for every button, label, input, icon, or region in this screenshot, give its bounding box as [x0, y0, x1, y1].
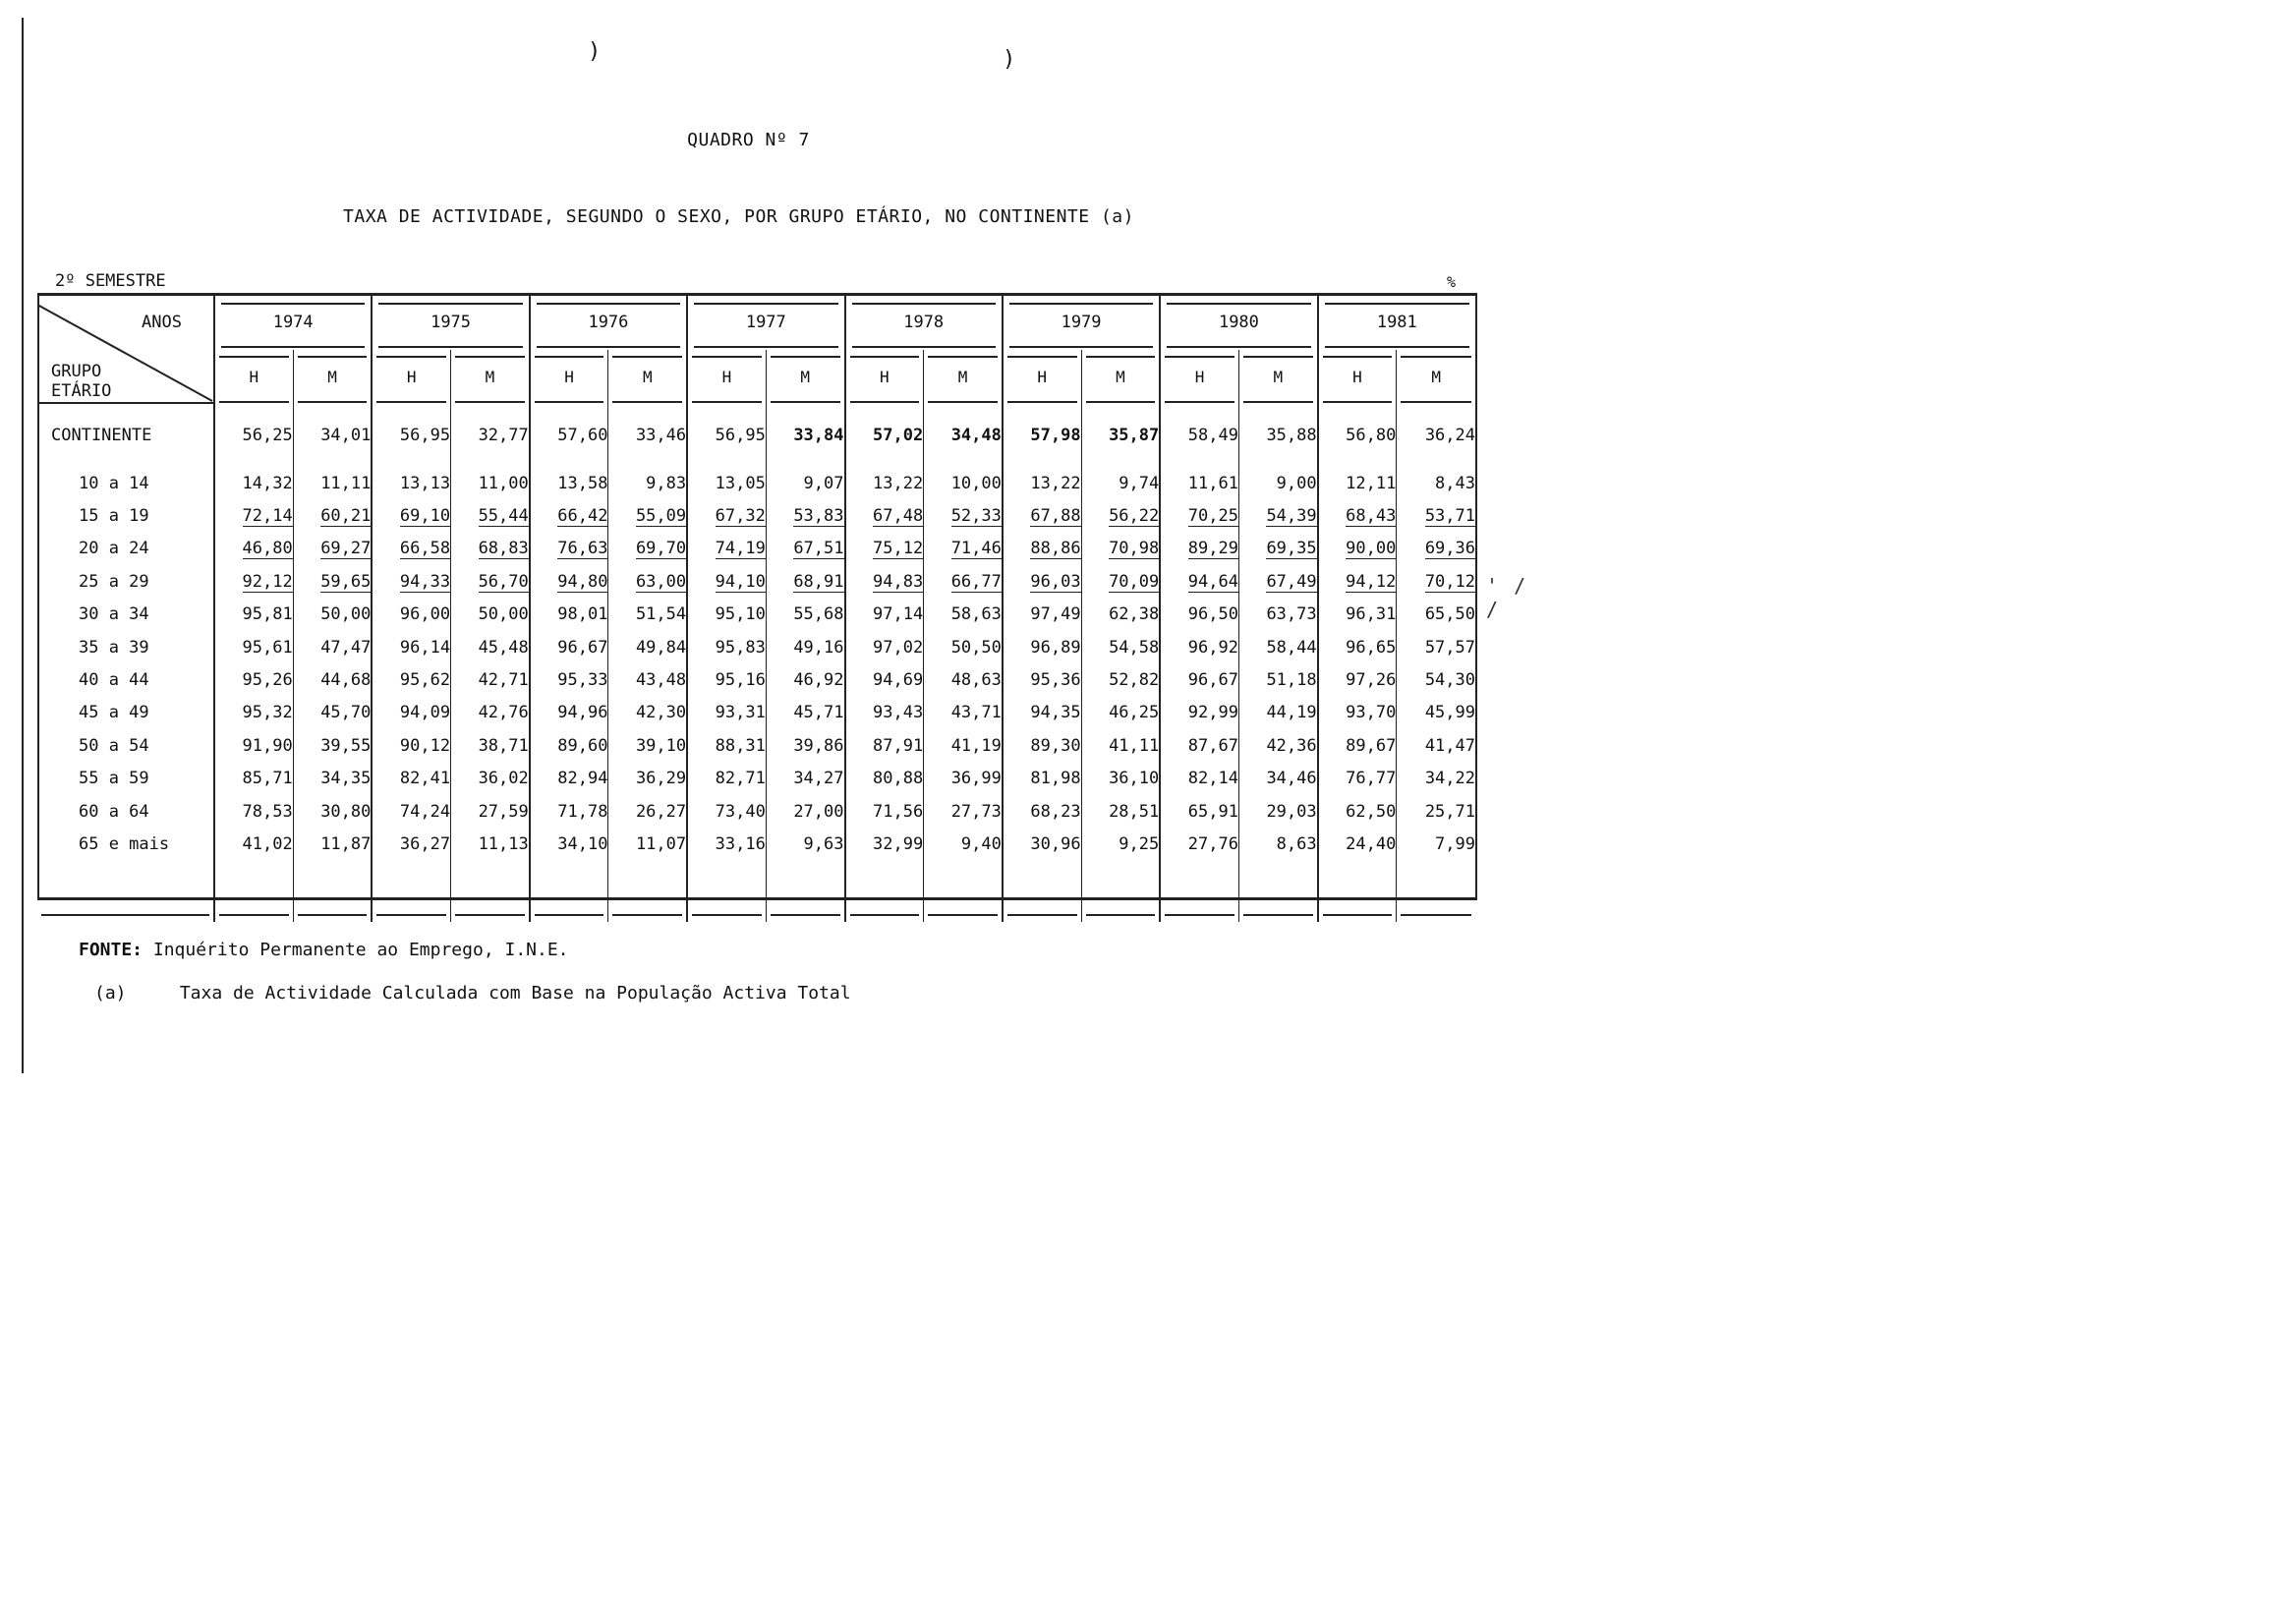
- rate-cell: 9,07: [766, 467, 844, 499]
- rate-cell: 89,29: [1160, 533, 1238, 565]
- rate-cell: 27,00: [766, 795, 844, 828]
- rate-cell: 96,89: [1003, 631, 1081, 663]
- rate-cell: 59,65: [293, 565, 372, 598]
- rate-cell: 52,82: [1081, 663, 1160, 696]
- rate-cell: 93,70: [1318, 697, 1397, 729]
- sex-header-h: H: [530, 350, 608, 403]
- rate-cell: 70,09: [1081, 565, 1160, 598]
- rate-cell: 96,50: [1160, 599, 1238, 631]
- rate-cell: 76,77: [1318, 763, 1397, 795]
- scan-mark: ): [1003, 47, 1016, 72]
- age-group-label: 45 a 49: [79, 703, 149, 723]
- rate-cell: 91,90: [214, 729, 293, 762]
- year-header-1979: 1979: [1003, 293, 1160, 350]
- rate-cell: 57,98: [1003, 403, 1081, 467]
- year-header-1976: 1976: [530, 293, 687, 350]
- rate-cell: 50,50: [924, 631, 1003, 663]
- table-footer-rule: [37, 861, 1475, 922]
- age-group-label: CONTINENTE: [51, 426, 152, 445]
- sex-header-h: H: [372, 350, 450, 403]
- rate-cell: 97,26: [1318, 663, 1397, 696]
- rate-cell: 63,73: [1238, 599, 1317, 631]
- source-note: [79, 940, 569, 960]
- rate-cell: 39,55: [293, 729, 372, 762]
- rate-cell: 87,67: [1160, 729, 1238, 762]
- sex-header-h: H: [1160, 350, 1238, 403]
- rate-cell: 36,02: [451, 763, 530, 795]
- rate-cell: 94,69: [845, 663, 924, 696]
- rate-cell: 41,02: [214, 828, 293, 860]
- rate-cell: 67,49: [1238, 565, 1317, 598]
- rate-cell: 56,22: [1081, 499, 1160, 532]
- table-corner-header: [37, 293, 214, 403]
- rate-cell: 24,40: [1318, 828, 1397, 860]
- rate-cell: 65,91: [1160, 795, 1238, 828]
- rate-cell: 72,14: [214, 499, 293, 532]
- rate-cell: 34,27: [766, 763, 844, 795]
- rate-cell: 67,32: [687, 499, 766, 532]
- table-row: [37, 697, 1475, 729]
- year-header-1980: 1980: [1160, 293, 1317, 350]
- year-header-1974: 1974: [214, 293, 372, 350]
- sex-header-m: M: [924, 350, 1003, 403]
- rate-cell: 93,43: [845, 697, 924, 729]
- rate-cell: 58,44: [1238, 631, 1317, 663]
- sex-header-m: M: [1238, 350, 1317, 403]
- table-row: [37, 499, 1475, 532]
- rate-cell: 45,48: [451, 631, 530, 663]
- age-group-label: 60 a 64: [79, 801, 149, 822]
- rate-cell: 80,88: [845, 763, 924, 795]
- rate-cell: 9,00: [1238, 467, 1317, 499]
- rate-cell: 44,68: [293, 663, 372, 696]
- table-row: [37, 533, 1475, 565]
- rate-cell: 54,58: [1081, 631, 1160, 663]
- rate-cell: 43,71: [924, 697, 1003, 729]
- rate-cell: 68,91: [766, 565, 844, 598]
- rate-cell: 42,71: [451, 663, 530, 696]
- rate-cell: 94,96: [530, 697, 608, 729]
- rate-cell: 88,31: [687, 729, 766, 762]
- rate-cell: 94,80: [530, 565, 608, 598]
- rate-cell: 46,92: [766, 663, 844, 696]
- rate-cell: 58,63: [924, 599, 1003, 631]
- rate-cell: 8,63: [1238, 828, 1317, 860]
- rate-cell: 28,51: [1081, 795, 1160, 828]
- rate-cell: 95,83: [687, 631, 766, 663]
- rate-cell: 35,87: [1081, 403, 1160, 467]
- rate-cell: 9,25: [1081, 828, 1160, 860]
- rate-cell: 65,50: [1397, 599, 1475, 631]
- rate-cell: 96,03: [1003, 565, 1081, 598]
- sex-header-h: H: [845, 350, 924, 403]
- rate-cell: 68,23: [1003, 795, 1081, 828]
- age-group-label: 10 a 14: [79, 473, 149, 493]
- rate-cell: 34,10: [530, 828, 608, 860]
- rate-cell: 52,33: [924, 499, 1003, 532]
- rate-cell: 13,22: [845, 467, 924, 499]
- rate-cell: 13,58: [530, 467, 608, 499]
- rate-cell: 42,30: [608, 697, 687, 729]
- rate-cell: 82,94: [530, 763, 608, 795]
- rate-cell: 47,47: [293, 631, 372, 663]
- rate-cell: 41,47: [1397, 729, 1475, 762]
- rate-cell: 11,13: [451, 828, 530, 860]
- table-row: [37, 565, 1475, 598]
- sex-header-h: H: [1003, 350, 1081, 403]
- rate-cell: 95,33: [530, 663, 608, 696]
- age-group-label: 50 a 54: [79, 735, 149, 756]
- rate-cell: 32,99: [845, 828, 924, 860]
- rate-cell: 53,71: [1397, 499, 1475, 532]
- rate-cell: 94,33: [372, 565, 450, 598]
- table-row: [37, 403, 1475, 467]
- rate-cell: 36,27: [372, 828, 450, 860]
- rate-cell: 96,67: [530, 631, 608, 663]
- age-group-label: 20 a 24: [79, 539, 149, 559]
- rate-cell: 96,31: [1318, 599, 1397, 631]
- rate-cell: 51,18: [1238, 663, 1317, 696]
- rate-cell: 8,43: [1397, 467, 1475, 499]
- rate-cell: 68,43: [1318, 499, 1397, 532]
- sex-header-h: H: [1318, 350, 1397, 403]
- rate-cell: 69,10: [372, 499, 450, 532]
- rate-cell: 13,13: [372, 467, 450, 499]
- rate-cell: 89,67: [1318, 729, 1397, 762]
- rate-cell: 39,86: [766, 729, 844, 762]
- footnote-mark: (a): [94, 983, 127, 1003]
- scan-mark: ): [588, 39, 602, 64]
- rate-cell: 81,98: [1003, 763, 1081, 795]
- rate-cell: 67,51: [766, 533, 844, 565]
- age-group-label: 65 e mais: [79, 833, 170, 854]
- rate-cell: 36,10: [1081, 763, 1160, 795]
- rate-cell: 9,63: [766, 828, 844, 860]
- rate-cell: 36,99: [924, 763, 1003, 795]
- rate-cell: 56,95: [372, 403, 450, 467]
- rate-cell: 34,01: [293, 403, 372, 467]
- rate-cell: 45,70: [293, 697, 372, 729]
- age-group-label: 40 a 44: [79, 670, 149, 691]
- left-margin-rule: [22, 18, 24, 1073]
- year-header-1978: 1978: [845, 293, 1003, 350]
- rate-cell: 30,96: [1003, 828, 1081, 860]
- rate-cell: 97,49: [1003, 599, 1081, 631]
- table-row: [37, 828, 1475, 860]
- rate-cell: 71,56: [845, 795, 924, 828]
- rate-cell: 89,30: [1003, 729, 1081, 762]
- rate-cell: 27,76: [1160, 828, 1238, 860]
- rate-cell: 56,25: [214, 403, 293, 467]
- rate-cell: 89,60: [530, 729, 608, 762]
- rate-cell: 30,80: [293, 795, 372, 828]
- rate-cell: 96,92: [1160, 631, 1238, 663]
- rate-cell: 46,25: [1081, 697, 1160, 729]
- rate-cell: 60,21: [293, 499, 372, 532]
- rate-cell: 55,09: [608, 499, 687, 532]
- table-row: [37, 631, 1475, 663]
- rate-cell: 42,36: [1238, 729, 1317, 762]
- rate-cell: 66,77: [924, 565, 1003, 598]
- rate-cell: 54,30: [1397, 663, 1475, 696]
- rate-cell: 71,78: [530, 795, 608, 828]
- rate-cell: 58,49: [1160, 403, 1238, 467]
- rate-cell: 90,12: [372, 729, 450, 762]
- rate-cell: 11,00: [451, 467, 530, 499]
- rate-cell: 70,98: [1081, 533, 1160, 565]
- rate-cell: 68,83: [451, 533, 530, 565]
- rate-cell: 70,12: [1397, 565, 1475, 598]
- rate-cell: 55,68: [766, 599, 844, 631]
- table-row: [37, 795, 1475, 828]
- age-group-label: 30 a 34: [79, 604, 149, 625]
- rate-cell: 71,46: [924, 533, 1003, 565]
- rate-cell: 27,59: [451, 795, 530, 828]
- sex-header-h: H: [214, 350, 293, 403]
- rate-cell: 34,48: [924, 403, 1003, 467]
- scan-mark: ' / /: [1486, 574, 1528, 621]
- rate-cell: 33,84: [766, 403, 844, 467]
- source-text: Inquérito Permanente ao Emprego, I.N.E.: [152, 940, 569, 960]
- sex-header-m: M: [1081, 350, 1160, 403]
- rate-cell: 95,81: [214, 599, 293, 631]
- rate-cell: 35,88: [1238, 403, 1317, 467]
- sex-header-m: M: [451, 350, 530, 403]
- sex-header-m: M: [293, 350, 372, 403]
- rate-cell: 50,00: [293, 599, 372, 631]
- rate-cell: 92,99: [1160, 697, 1238, 729]
- rate-cell: 33,46: [608, 403, 687, 467]
- rate-cell: 10,00: [924, 467, 1003, 499]
- rate-cell: 45,71: [766, 697, 844, 729]
- table-title: TAXA DE ACTIVIDADE, SEGUNDO O SEXO, POR GRUPO ETÁRIO, NO CONTINENTE (a): [343, 206, 1134, 227]
- rate-cell: 46,80: [214, 533, 293, 565]
- rate-cell: 63,00: [608, 565, 687, 598]
- age-group-label: 25 a 29: [79, 571, 149, 592]
- rate-cell: 11,07: [608, 828, 687, 860]
- footnote-a: [94, 983, 851, 1003]
- rate-cell: 9,83: [608, 467, 687, 499]
- table-row: [37, 729, 1475, 762]
- rate-cell: 92,12: [214, 565, 293, 598]
- table-row: [37, 663, 1475, 696]
- rate-cell: 67,88: [1003, 499, 1081, 532]
- rate-cell: 57,60: [530, 403, 608, 467]
- rate-cell: 36,29: [608, 763, 687, 795]
- rate-cell: 87,91: [845, 729, 924, 762]
- rate-cell: 95,10: [687, 599, 766, 631]
- rate-cell: 9,74: [1081, 467, 1160, 499]
- rate-cell: 95,62: [372, 663, 450, 696]
- rate-cell: 67,48: [845, 499, 924, 532]
- rate-cell: 34,46: [1238, 763, 1317, 795]
- rate-cell: 56,95: [687, 403, 766, 467]
- rate-cell: 42,76: [451, 697, 530, 729]
- rate-cell: 96,65: [1318, 631, 1397, 663]
- rate-cell: 95,16: [687, 663, 766, 696]
- table-row: [37, 467, 1475, 499]
- rate-cell: 33,16: [687, 828, 766, 860]
- rate-cell: 55,44: [451, 499, 530, 532]
- anos-header: ANOS: [142, 313, 182, 332]
- rate-cell: 39,10: [608, 729, 687, 762]
- rate-cell: 62,50: [1318, 795, 1397, 828]
- rate-cell: 56,70: [451, 565, 530, 598]
- rate-cell: 82,14: [1160, 763, 1238, 795]
- rate-cell: 11,61: [1160, 467, 1238, 499]
- rate-cell: 94,09: [372, 697, 450, 729]
- rate-cell: 57,02: [845, 403, 924, 467]
- rate-cell: 32,77: [451, 403, 530, 467]
- rate-cell: 25,71: [1397, 795, 1475, 828]
- rate-cell: 36,24: [1397, 403, 1475, 467]
- rate-cell: 94,64: [1160, 565, 1238, 598]
- rate-cell: 70,25: [1160, 499, 1238, 532]
- rate-cell: 48,63: [924, 663, 1003, 696]
- rate-cell: 41,19: [924, 729, 1003, 762]
- rate-cell: 62,38: [1081, 599, 1160, 631]
- rate-cell: 69,70: [608, 533, 687, 565]
- rate-cell: 69,36: [1397, 533, 1475, 565]
- table-row: [37, 763, 1475, 795]
- rate-cell: 11,87: [293, 828, 372, 860]
- rate-cell: 13,22: [1003, 467, 1081, 499]
- rate-cell: 95,36: [1003, 663, 1081, 696]
- grupo-etario-header: GRUPO ETÁRIO: [51, 362, 112, 401]
- age-group-label: 15 a 19: [79, 506, 149, 527]
- rate-cell: 51,54: [608, 599, 687, 631]
- sex-header-h: H: [687, 350, 766, 403]
- table-row: [37, 599, 1475, 631]
- rate-cell: 82,71: [687, 763, 766, 795]
- rate-cell: 82,41: [372, 763, 450, 795]
- rate-cell: 66,42: [530, 499, 608, 532]
- rate-cell: 27,73: [924, 795, 1003, 828]
- rate-cell: 69,35: [1238, 533, 1317, 565]
- sex-header-m: M: [608, 350, 687, 403]
- footnote-text: Taxa de Actividade Calculada com Base na População Activa Total: [179, 983, 851, 1003]
- page-title: QUADRO Nº 7: [687, 130, 810, 150]
- rate-cell: 66,58: [372, 533, 450, 565]
- rate-cell: 74,24: [372, 795, 450, 828]
- rate-cell: 93,31: [687, 697, 766, 729]
- rate-cell: 95,32: [214, 697, 293, 729]
- rate-cell: 29,03: [1238, 795, 1317, 828]
- year-header-1981: 1981: [1318, 293, 1475, 350]
- rate-cell: 90,00: [1318, 533, 1397, 565]
- rate-cell: 94,35: [1003, 697, 1081, 729]
- rate-cell: 97,14: [845, 599, 924, 631]
- unit-label: %: [1447, 273, 1457, 291]
- rate-cell: 97,02: [845, 631, 924, 663]
- rate-cell: 49,84: [608, 631, 687, 663]
- rate-cell: 38,71: [451, 729, 530, 762]
- rate-cell: 54,39: [1238, 499, 1317, 532]
- rate-cell: 34,22: [1397, 763, 1475, 795]
- rate-cell: 94,83: [845, 565, 924, 598]
- rate-cell: 69,27: [293, 533, 372, 565]
- rate-cell: 73,40: [687, 795, 766, 828]
- rate-cell: 43,48: [608, 663, 687, 696]
- rate-cell: 76,63: [530, 533, 608, 565]
- rate-cell: 7,99: [1397, 828, 1475, 860]
- sex-header-m: M: [1397, 350, 1475, 403]
- sex-header-m: M: [766, 350, 844, 403]
- year-header-1975: 1975: [372, 293, 529, 350]
- rate-cell: 75,12: [845, 533, 924, 565]
- rate-cell: 96,00: [372, 599, 450, 631]
- year-header-1977: 1977: [687, 293, 844, 350]
- rate-cell: 11,11: [293, 467, 372, 499]
- rate-cell: 41,11: [1081, 729, 1160, 762]
- rate-cell: 14,32: [214, 467, 293, 499]
- rate-cell: 88,86: [1003, 533, 1081, 565]
- rate-cell: 44,19: [1238, 697, 1317, 729]
- rate-cell: 53,83: [766, 499, 844, 532]
- rate-cell: 49,16: [766, 631, 844, 663]
- rate-cell: 78,53: [214, 795, 293, 828]
- rate-cell: 95,26: [214, 663, 293, 696]
- rate-cell: 96,67: [1160, 663, 1238, 696]
- rate-cell: 94,10: [687, 565, 766, 598]
- age-group-label: 35 a 39: [79, 637, 149, 658]
- rate-cell: 45,99: [1397, 697, 1475, 729]
- rate-cell: 85,71: [214, 763, 293, 795]
- rate-cell: 9,40: [924, 828, 1003, 860]
- rate-cell: 13,05: [687, 467, 766, 499]
- rate-cell: 50,00: [451, 599, 530, 631]
- rate-cell: 56,80: [1318, 403, 1397, 467]
- rate-cell: 95,61: [214, 631, 293, 663]
- rate-cell: 57,57: [1397, 631, 1475, 663]
- rate-cell: 34,35: [293, 763, 372, 795]
- source-label: FONTE:: [79, 940, 144, 960]
- rate-cell: 96,14: [372, 631, 450, 663]
- semester-label: 2º SEMESTRE: [55, 271, 166, 291]
- rate-cell: 94,12: [1318, 565, 1397, 598]
- rate-cell: 98,01: [530, 599, 608, 631]
- activity-rate-table: [37, 293, 1475, 922]
- age-group-label: 55 a 59: [79, 769, 149, 789]
- rate-cell: 26,27: [608, 795, 687, 828]
- rate-cell: 12,11: [1318, 467, 1397, 499]
- rate-cell: 74,19: [687, 533, 766, 565]
